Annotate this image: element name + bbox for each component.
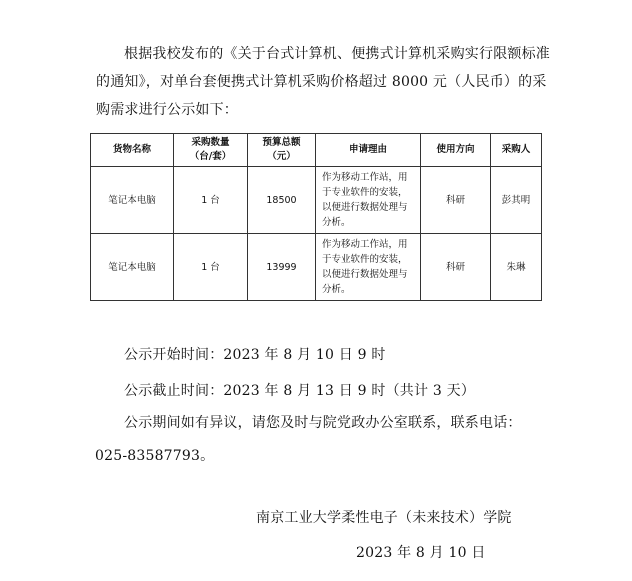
cell-usage: 科研 (421, 167, 491, 234)
objection-text: 公示期间如有异议，请您及时与院党政办公室联系，联系电话： (124, 415, 522, 431)
procurement-table (90, 133, 542, 301)
header-item: 货物名称 (91, 134, 174, 167)
cell-buyer: 彭其明 (491, 167, 542, 234)
table-row (91, 167, 542, 234)
end-time: 公示截止时间：2023 年 8 月 13 日 9 时（共计 3 天） (124, 383, 476, 399)
cell-budget: 18500 (248, 167, 316, 234)
header-qty-line1: 采购数量 (191, 137, 230, 148)
header-qty-line2: （台/套） (189, 151, 232, 162)
header-budget (248, 134, 316, 167)
header-budget-line2: （元） (267, 151, 296, 162)
cell-qty: 1 台 (174, 234, 248, 301)
header-qty (174, 134, 248, 167)
header-buyer: 采购人 (491, 134, 542, 167)
cell-item: 笔记本电脑 (91, 167, 174, 234)
signer-name: 南京工业大学柔性电子（未来技术）学院 (256, 510, 512, 526)
cell-reason: 作为移动工作站，用于专业软件的安装，以便进行数据处理与分析。 (316, 167, 421, 234)
cell-qty: 1 台 (174, 167, 248, 234)
cell-reason: 作为移动工作站，用于专业软件的安装，以便进行数据处理与分析。 (316, 234, 421, 301)
cell-usage: 科研 (421, 234, 491, 301)
cell-item: 笔记本电脑 (91, 234, 174, 301)
start-time: 公示开始时间：2023 年 8 月 10 日 9 时 (124, 347, 386, 363)
signature-date: 2023 年 8 月 10 日 (356, 545, 486, 561)
table-row (91, 234, 542, 301)
cell-buyer: 朱琳 (491, 234, 542, 301)
header-usage: 使用方向 (421, 134, 491, 167)
cell-budget: 13999 (248, 234, 316, 301)
table-header-row (91, 134, 542, 167)
header-budget-line1: 预算总额 (262, 137, 301, 148)
contact-phone: 025-83587793。 (95, 448, 215, 464)
header-reason: 申请理由 (316, 134, 421, 167)
intro-paragraph: 根据我校发布的《关于台式计算机、便携式计算机采购实行限额标准的通知》，对单台套便携式计算机采购价格超过 8000 元（人民币）的采购需求进行公示如下： (96, 46, 550, 118)
